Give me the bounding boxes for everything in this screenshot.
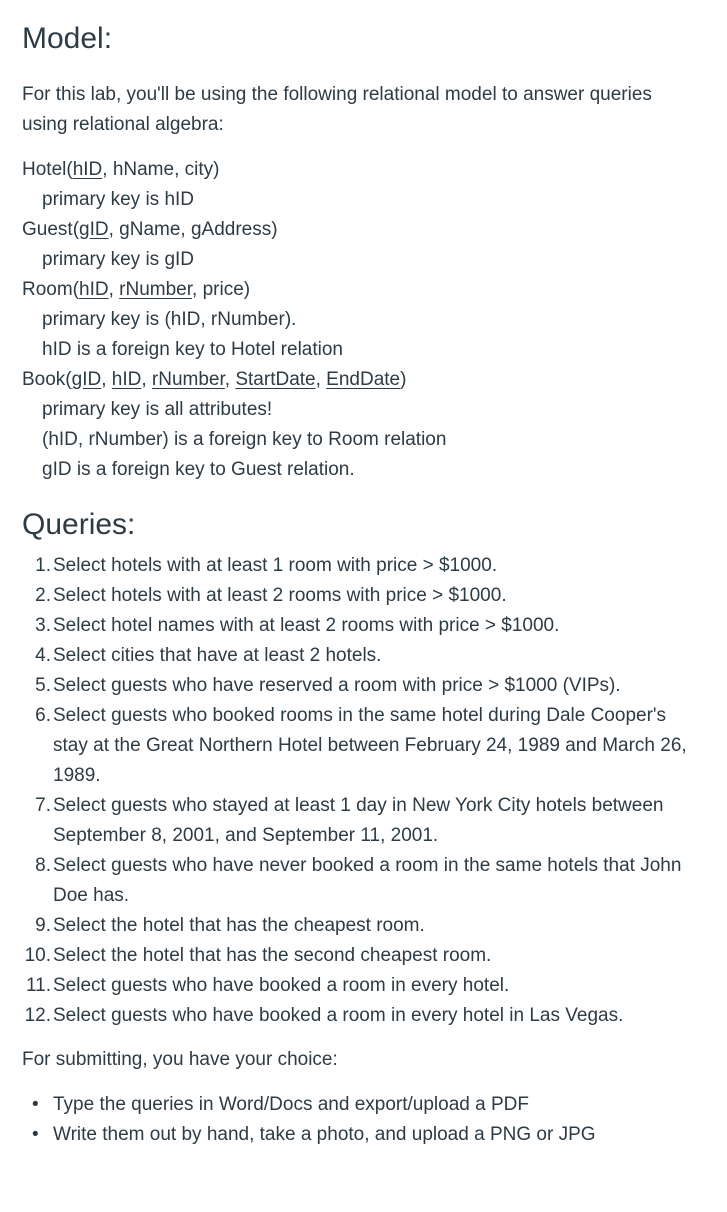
book-close-paren: ) [400,369,407,390]
bullet-icon: • [32,1094,39,1115]
list-item-text: Select guests who have booked a room in every hotel in Las Vegas. [53,1005,624,1026]
guest-key-gid: ID [89,219,109,240]
hotel-primary-key: primary key is hID [42,189,195,210]
list-item-number: 3. [35,615,51,636]
guest-prefix: Guest(g [22,219,90,240]
list-item [22,611,692,641]
book-key-hid: hID [111,369,142,390]
book-key-gid: gID [71,369,102,390]
list-item-number: 11. [25,975,51,996]
list-item-text: Select guests who booked rooms in the same hotel during Dale Cooper's stay at the Great Northern Hotel between February 24, 1989 and March 26, 1989. [53,705,687,786]
list-item-text: Write them out by hand, take a photo, and upload a PNG or JPG [53,1124,596,1145]
list-item [22,971,692,1001]
list-item [22,671,692,701]
book-primary-key: primary key is all attributes! [42,399,273,420]
list-item-number: 2. [35,585,51,606]
list-item-number: 7. [35,795,51,816]
book-relation [22,365,727,395]
list-item-text: Select hotel names with at least 2 rooms with price > $1000. [53,615,560,636]
list-item-text: Select guests who have booked a room in every hotel. [53,975,510,996]
list-item-number: 4. [35,645,51,666]
room-relation [22,275,727,305]
relational-schema [22,155,727,485]
room-foreign-key: hID is a foreign key to Hotel relation [42,339,343,360]
list-item-text: Select the hotel that has the cheapest room. [53,915,425,936]
list-item-text: Select guests who have never booked a room in the same hotels that John Doe has. [53,855,682,906]
book-foreign-key-guest: gID is a foreign key to Guest relation. [42,459,355,480]
bullet-icon: • [32,1124,39,1145]
room-prefix: Room( [22,279,80,300]
book-separator: , [224,369,236,390]
queries-heading: Queries: [22,508,136,541]
hotel-attributes: , hName, city) [102,159,220,180]
list-item [22,851,692,911]
book-separator: , [315,369,327,390]
list-item-text: Select cities that have at least 2 hotels. [53,645,382,666]
list-item-number: 12. [24,1005,51,1026]
list-item-number: 9. [35,915,51,936]
book-separator: , [101,369,112,390]
list-item-text: Select the hotel that has the second cheapest room. [53,945,492,966]
guest-primary-key: primary key is gID [42,249,195,270]
list-item [22,1120,727,1150]
room-key-rnumber: rNumber [119,279,193,300]
list-item-text: Select hotels with at least 2 rooms with price > $1000. [53,585,507,606]
book-prefix: Book( [22,369,72,390]
hotel-relation [22,155,727,185]
room-separator: , [108,279,120,300]
guest-relation [22,215,727,245]
book-key-enddate: EndDate [326,369,401,390]
list-item-number: 10. [24,945,51,966]
list-item-number: 1. [35,555,51,576]
room-attributes: , price) [192,279,251,300]
list-item-text: Select guests who stayed at least 1 day in New York City hotels between September 8, 2001, and September 11, 2001. [53,795,664,846]
list-item [22,941,692,971]
book-separator: , [141,369,152,390]
list-item [22,641,692,671]
submitting-intro: For submitting, you have your choice: [22,1049,338,1070]
book-foreign-key-room: (hID, rNumber) is a foreign key to Room relation [42,429,447,450]
list-item [22,581,692,611]
hotel-prefix: Hotel( [22,159,73,180]
book-key-rnumber: rNumber [151,369,225,390]
list-item-number: 6. [35,705,51,726]
model-intro: For this lab, you'll be using the following relational model to answer queries using relational algebra: [22,84,652,135]
list-item-text: Type the queries in Word/Docs and export/upload a PDF [53,1094,529,1115]
list-item-number: 8. [35,855,51,876]
list-item [22,791,692,851]
list-item [22,1001,692,1031]
list-item [22,1090,727,1120]
list-item [22,551,692,581]
list-item-text: Select guests who have reserved a room with price > $1000 (VIPs). [53,675,621,696]
queries-list [22,551,692,1031]
guest-attributes: , gName, gAddress) [108,219,278,240]
submission-options [22,1090,727,1150]
list-item [22,911,692,941]
list-item-number: 5. [35,675,51,696]
list-item [22,701,692,791]
hotel-key-hid: hID [72,159,103,180]
room-primary-key: primary key is (hID, rNumber). [42,309,297,330]
model-heading: Model: [22,22,113,55]
book-key-startdate: StartDate [235,369,316,390]
room-key-hid: hID [79,279,109,300]
list-item-text: Select hotels with at least 1 room with price > $1000. [53,555,498,576]
